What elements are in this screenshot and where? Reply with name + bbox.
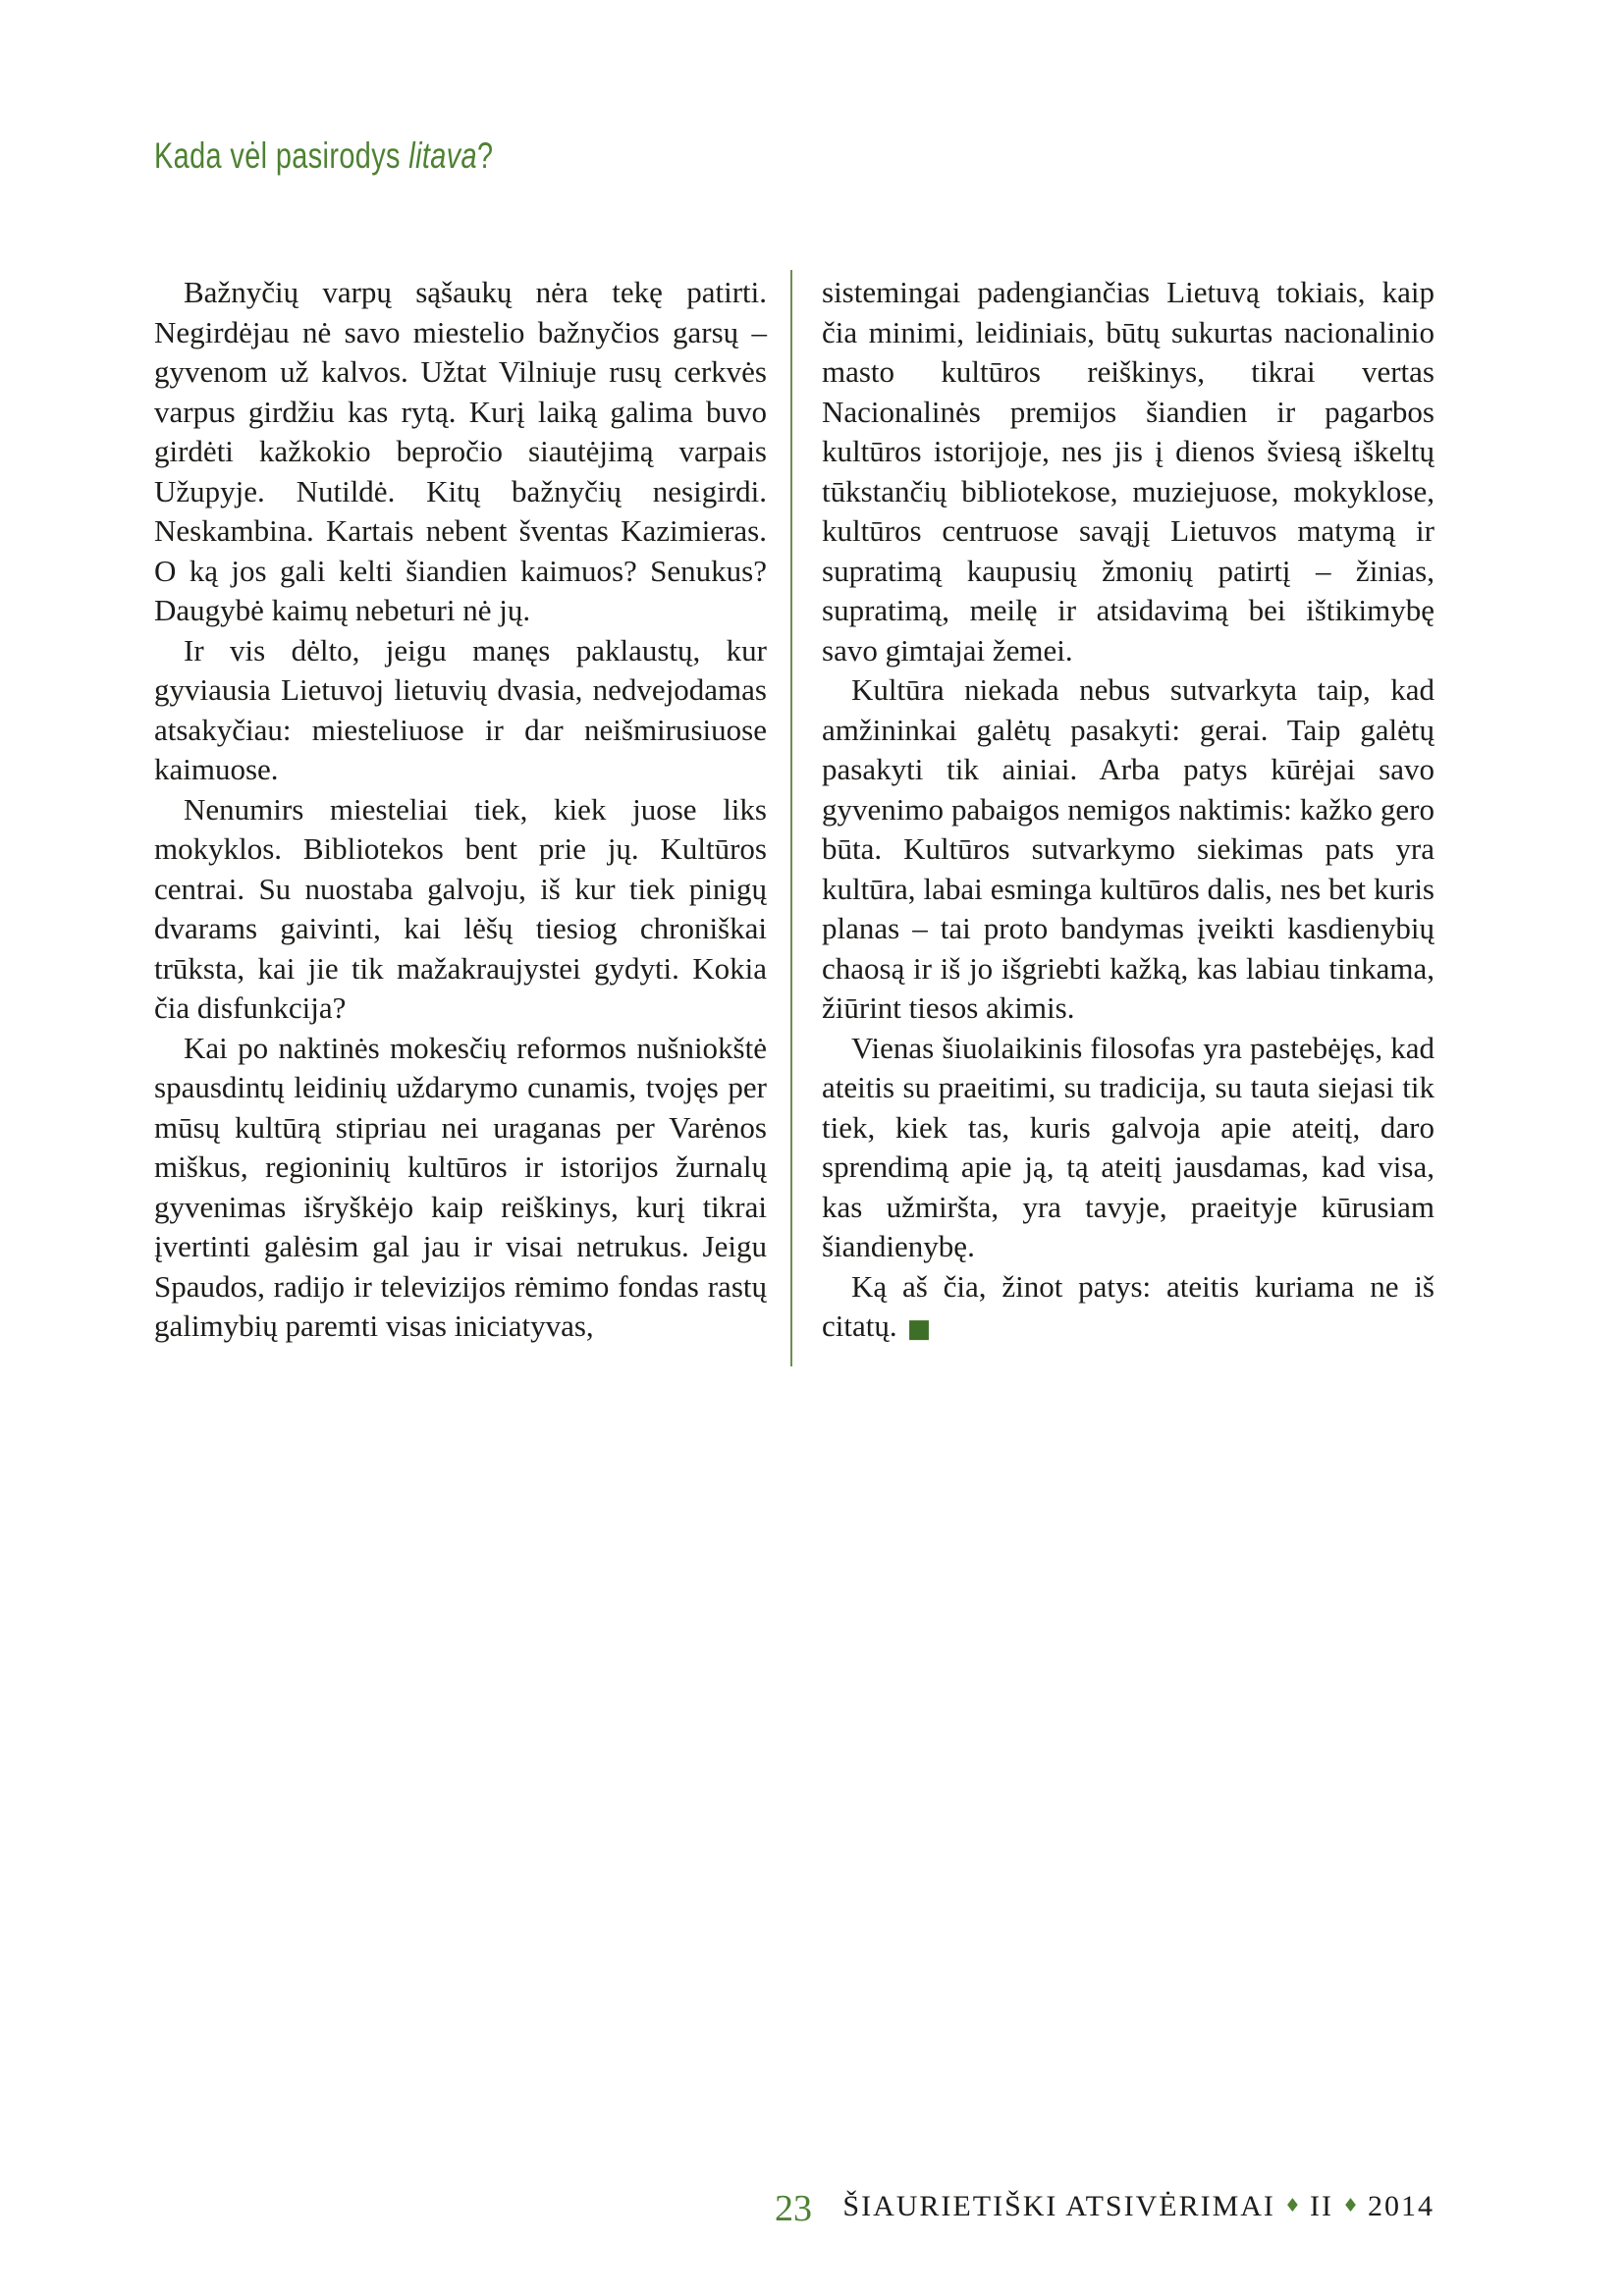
diamond-separator-icon: ♦: [1341, 2195, 1359, 2216]
page-title-suffix: ?: [477, 135, 494, 176]
footer-year: 2014: [1368, 2190, 1435, 2222]
page-title: [154, 135, 493, 177]
column-divider-rule: [790, 270, 792, 1366]
body-column-right: [822, 273, 1435, 1350]
body-paragraph: Vienas šiuolaikinis filosofas yra pastebėjęs, kad ateitis su praeitimi, su tradicija, su tauta siejasi tik tiek, kiek tas, kuris galvoja apie ateitį, daro sprendimą apie ją, tą ateitį jausdamas, kad visa, kas užmiršta, yra tavyje, praeityje kūrusiam šiandienybę.: [822, 1030, 1435, 1263]
body-paragraph: Kai po naktinės mokesčių reformos nušniokštė spausdintų leidinių uždarymo cunamis, tvojęs per mūsų kultūrą stipriau nei uraganas per Varėnos miškus, regioninių kultūros ir istorijos žurnalų gyvenimas išryškėjo kaip reiškinys, kurį tikrai įvertinti galėsim gal jau ir visai netrukus. Jeigu Spaudos, radijo ir televizijos rėmimo fondas rastų galimybių paremti visas iniciatyvas,: [154, 1030, 767, 1343]
footer-issue-number: II: [1309, 2190, 1333, 2222]
body-paragraph: Nenumirs miesteliai tiek, kiek juose liks mokyklos. Bibliotekos bent prie jų. Kultūros centrai. Su nuostaba galvoju, iš kur tiek pinigų dvarams gaivinti, kai lėšų tiesiog chroniškai trūksta, kai jie tik mažakraujystei gydyti. Kokia čia disfunkcija?: [154, 791, 767, 1025]
body-paragraph-text: Ką aš čia, žinot patys: ateitis kuriama ne iš citatų.: [822, 1268, 1435, 1343]
footer-page-number: 23: [775, 2188, 812, 2229]
footer-journal-title: ŠIAURIETIŠKI ATSIVĖRIMAI: [842, 2190, 1275, 2222]
body-paragraph: [822, 1267, 1435, 1350]
diamond-separator-icon: ♦: [1283, 2195, 1301, 2216]
page-title-emphasis: litava: [408, 135, 478, 176]
body-paragraph: Kultūra niekada nebus sutvarkyta taip, kad amžininkai galėtų pasakyti: gerai. Taip galėtų pasakyti tik ainiai. Arba patys kūrėjai savo gyvenimo pabaigos nemigos naktimis: kažko gero būta. Kultūros sutvarkymo siekimas pats yra kultūra, labai esminga kultūros dalis, nes bet kuris planas – tai proto bandymas įveikti kasdienybių chaosą ir iš jo išgriebti kažką, kas labiau tinkama, žiūrint tiesos akimis.: [822, 672, 1435, 1025]
body-column-left: [154, 273, 767, 1347]
footer-journal-line: [842, 2190, 1435, 2223]
article-end-marker-icon: ■: [906, 1314, 932, 1344]
page-title-prefix: Kada vėl pasirodys: [154, 135, 409, 176]
body-paragraph: sistemingai padengiančias Lietuvą tokiais, kaip čia minimi, leidiniais, būtų sukurtas nacionalinio masto kultūros reiškinys, tikrai vertas Nacionalinės premijos šiandien ir pagarbos kultūros istorijoje, nes jis į dienos šviesą iškeltų tūkstančių bibliotekose, muziejuose, mokyklose, kultūros centruose savąjį Lietuvos matymą ir supratimą kaupusių žmonių patirtį – žinias, supratimą, meilę ir atsidavimą bei ištikimybę savo gimtajai žemei.: [822, 275, 1435, 667]
body-paragraph: Bažnyčių varpų sąšaukų nėra tekę patirti. Negirdėjau nė savo miestelio bažnyčios garsų – gyvenom už kalvos. Užtat Vilniuje rusų cerkvės varpus girdžiu kas rytą. Kurį laiką galima buvo girdėti kažkokio bepročio siautėjimą varpais Užupyje. Nutildė. Kitų bažnyčių nesigirdi. Neskambina. Kartais nebent šventas Kazimieras. O ką jos gali kelti šiandien kaimuos? Senukus? Daugybė kaimų nebeturi nė jų.: [154, 275, 767, 627]
body-paragraph: Ir vis dėlto, jeigu manęs paklaustų, kur gyviausia Lietuvoj lietuvių dvasia, nedvejodamas atsakyčiau: miesteliuose ir dar neišmirusiuose kaimuose.: [154, 632, 767, 786]
